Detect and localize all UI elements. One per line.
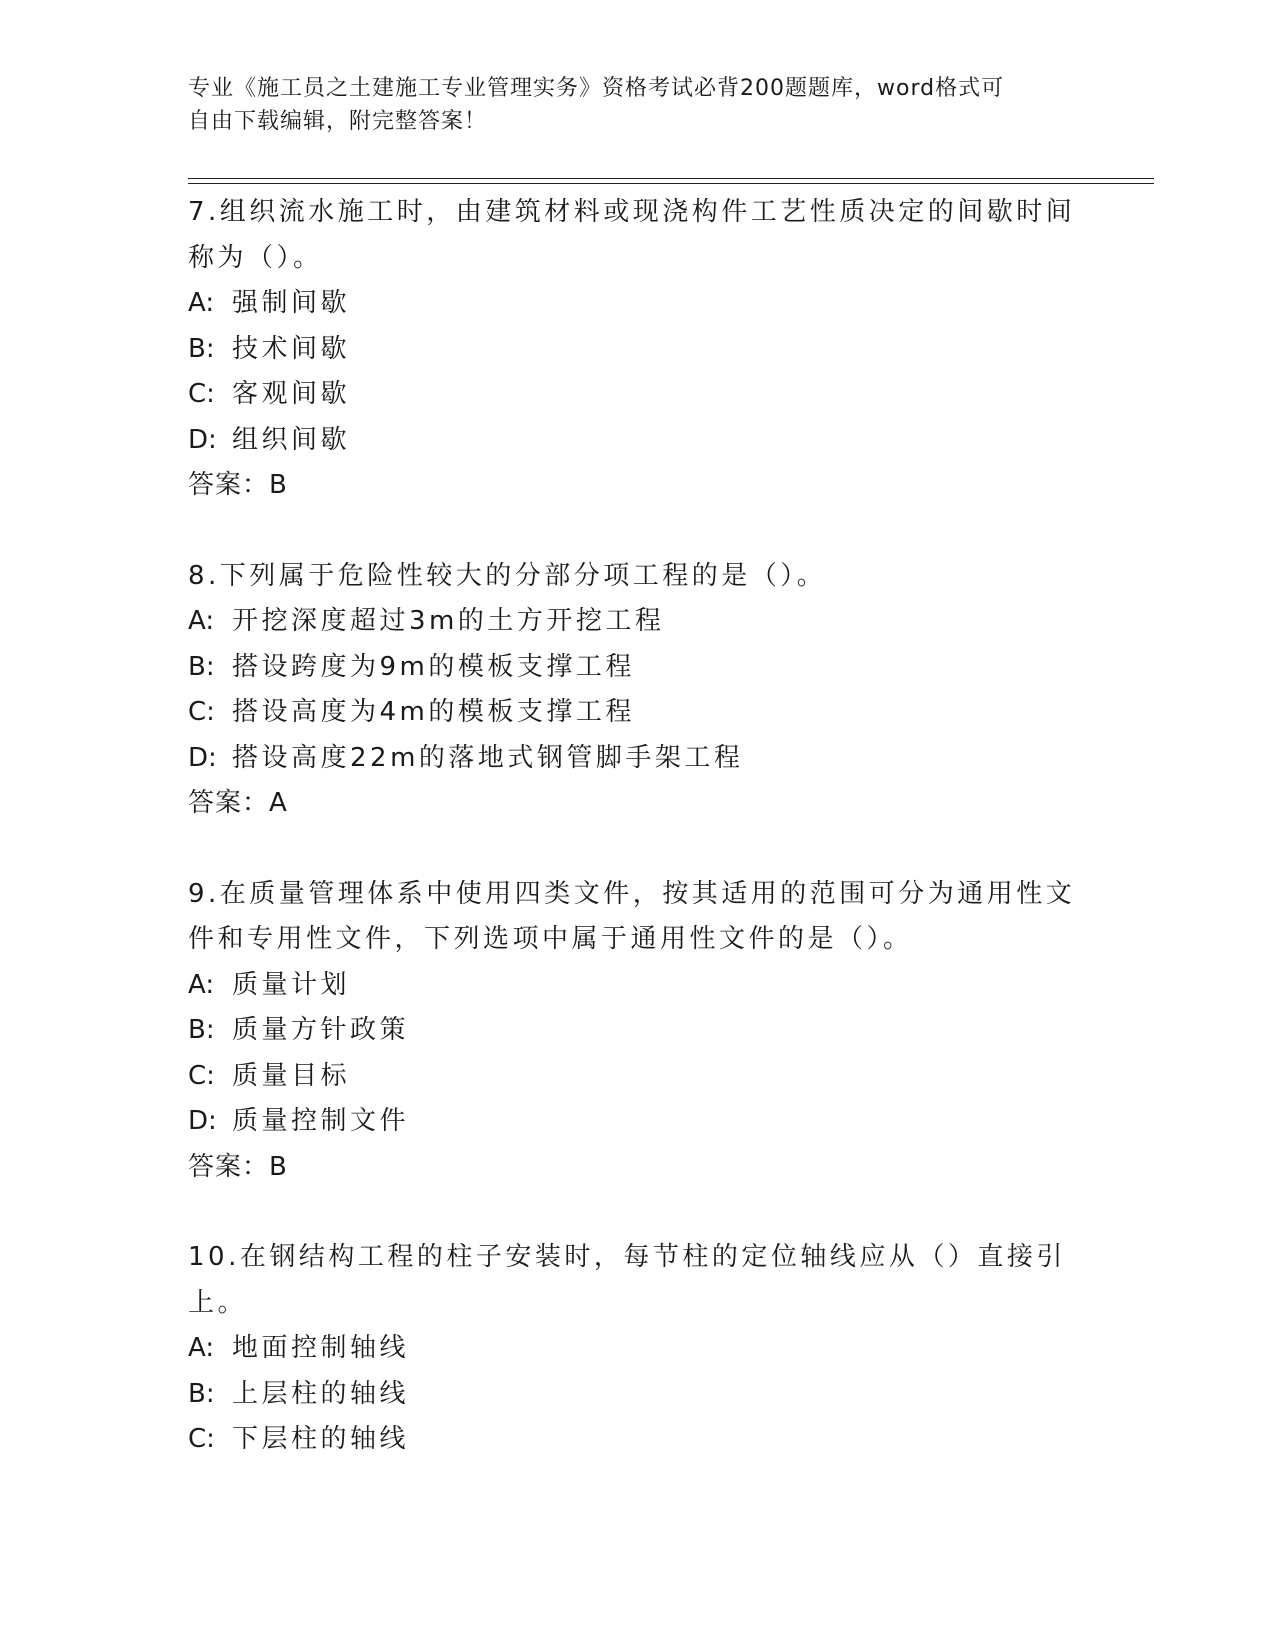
option-c — [188, 1417, 1078, 1463]
question-text: 10.在钢结构工程的柱子安装时，每节柱的定位轴线应从（）直接引上。 — [188, 1242, 1066, 1318]
header-divider-top — [188, 178, 1154, 179]
option-a — [188, 281, 1078, 327]
option-text: 开挖深度超过3m的土方开挖工程 — [232, 606, 665, 636]
question-9 — [188, 872, 1078, 1191]
option-label: C: — [188, 1060, 215, 1091]
answer: 答案：A — [188, 788, 288, 818]
option-text: 质量计划 — [232, 969, 351, 1000]
question-list — [188, 190, 1078, 1508]
option-text: 搭设高度为4m的模板支撑工程 — [232, 697, 635, 727]
option-text: 搭设高度22m的落地式钢管脚手架工程 — [232, 742, 744, 773]
option-c — [188, 1054, 1078, 1100]
option-b — [188, 1008, 1078, 1054]
option-a — [188, 963, 1078, 1009]
option-text: 质量控制文件 — [232, 1106, 410, 1136]
option-b — [188, 327, 1078, 373]
option-label: B: — [188, 651, 215, 682]
option-text: 搭设跨度为9m的模板支撑工程 — [232, 651, 635, 682]
option-c — [188, 372, 1078, 418]
question-text: 7.组织流水施工时，由建筑材料或现浇构件工艺性质决定的间歇时间称为（）。 — [188, 197, 1076, 273]
option-c — [188, 690, 1078, 736]
option-b — [188, 1372, 1078, 1418]
document-header — [188, 72, 1068, 138]
option-text: 技术间歇 — [232, 333, 351, 364]
option-a — [188, 599, 1078, 645]
option-text: 地面控制轴线 — [232, 1333, 410, 1363]
question-8 — [188, 554, 1078, 827]
option-label: D: — [188, 424, 217, 455]
question-10 — [188, 1235, 1078, 1463]
question-text: 9.在质量管理体系中使用四类文件，按其适用的范围可分为通用性文件和专用性文件，下列选项中属于通用性文件的是（）。 — [188, 878, 1076, 954]
option-d — [188, 1099, 1078, 1145]
question-7 — [188, 190, 1078, 509]
option-label: C: — [188, 697, 215, 727]
option-label: C: — [188, 379, 215, 409]
option-text: 下层柱的轴线 — [232, 1424, 410, 1454]
option-label: B: — [188, 1378, 215, 1409]
option-label: C: — [188, 1424, 215, 1454]
header-line-2: 自由下载编辑，附完整答案！ — [188, 109, 488, 134]
option-text: 强制间歇 — [232, 288, 351, 318]
option-label: A: — [188, 606, 215, 636]
option-label: D: — [188, 742, 217, 773]
option-text: 组织间歇 — [232, 424, 351, 455]
option-label: A: — [188, 288, 215, 318]
option-text: 质量方针政策 — [232, 1015, 410, 1045]
question-text: 8.下列属于危险性较大的分部分项工程的是（）。 — [188, 560, 827, 591]
option-label: B: — [188, 333, 215, 364]
option-a — [188, 1326, 1078, 1372]
option-label: D: — [188, 1106, 217, 1136]
option-d — [188, 736, 1078, 782]
option-label: A: — [188, 1333, 215, 1363]
option-label: B: — [188, 1015, 215, 1045]
option-b — [188, 645, 1078, 691]
answer: 答案：B — [188, 1151, 288, 1182]
answer: 答案：B — [188, 470, 288, 500]
option-d — [188, 418, 1078, 464]
header-divider-bottom — [188, 183, 1154, 184]
header-line-1: 专业《施工员之土建施工专业管理实务》资格考试必背200题题库，word格式可 — [188, 76, 1005, 101]
option-text: 客观间歇 — [232, 379, 351, 409]
option-label: A: — [188, 969, 215, 1000]
option-text: 质量目标 — [232, 1060, 351, 1091]
option-text: 上层柱的轴线 — [232, 1378, 410, 1409]
